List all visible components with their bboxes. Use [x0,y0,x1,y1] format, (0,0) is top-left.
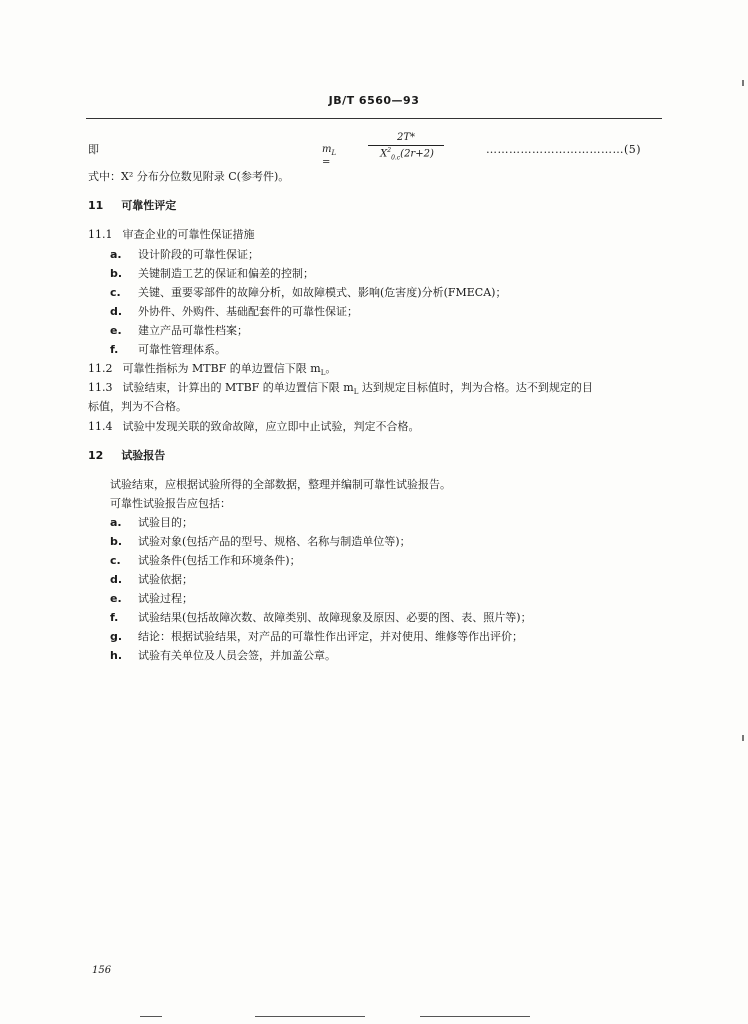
clause-11-4: 11.4 试验中发现关联的致命故障，应立即中止试验，判定不合格。 [88,420,420,433]
list-item: d. 外协件、外购件、基础配套件的可靠性保证； [110,305,358,318]
formula-lhs: $m_L$ = [322,144,337,168]
clause-11-2: 11.2 可靠性指标为 MTBF 的单边置信下限 $m_L$。 [88,362,337,378]
scan-artifact [140,1016,162,1017]
section-11-heading: 11 可靠性评定 [88,199,177,212]
list-item: f. 试验结果(包括故障次数、故障类别、故障现象及原因、必要的图、表、照片等)； [110,611,532,624]
list-item: d. 试验依据； [110,573,193,586]
formula-denominator: $X^2_{0.c}(2r+2)$ [380,147,434,162]
list-item: f. 可靠性管理体系。 [110,343,226,356]
scan-artifact [742,735,744,741]
list-item: e. 试验过程； [110,592,193,605]
section-12-paragraph-1: 试验结束，应根据试验所得的全部数据，整理并编制可靠性试验报告。 [110,478,451,491]
formula-fraction-bar [368,145,444,146]
scan-artifact [420,1016,530,1017]
list-item: b. 试验对象(包括产品的型号、规格、名称与制造单位等)； [110,535,411,548]
list-item: g. 结论：根据试验结果，对产品的可靠性作出评定，并对使用、维修等作出评价； [110,630,523,643]
section-12-paragraph-2: 可靠性试验报告应包括： [110,497,231,510]
scan-artifact [255,1016,365,1017]
list-item: e. 建立产品可靠性档案； [110,324,248,337]
list-item: c. 试验条件(包括工作和环境条件)； [110,554,301,567]
clause-11-1: 11.1 审查企业的可靠性保证措施 [88,228,255,241]
equation-number: ………………………………(5) [486,143,642,156]
list-item: b. 关键制造工艺的保证和偏差的控制； [110,267,314,280]
list-item: a. 设计阶段的可靠性保证； [110,248,259,261]
clause-11-3: 11.3 试验结束，计算出的 MTBF 的单边置信下限 $m_L$ 达到规定目标值时，判为合格。达不到规定的目 [88,381,593,397]
list-item: c. 关键、重要零部件的故障分析，如故障模式、影响(危害度)分析(FMECA)； [110,286,507,299]
formula-lead: 即 [88,143,99,156]
header-rule [86,118,662,119]
formula-note: 式中：X² 分布分位数见附录 C(参考件)。 [88,170,290,183]
list-item: a. 试验目的； [110,516,193,529]
list-item: h. 试验有关单位及人员会签，并加盖公章。 [110,649,336,662]
section-12-heading: 12 试验报告 [88,449,166,462]
page-header: JB/T 6560—93 [328,94,420,107]
page-number: 156 [92,965,112,976]
clause-11-3-cont: 标值，判为不合格。 [88,400,187,413]
formula-numerator: 2T* [396,132,416,143]
scan-artifact [742,80,744,86]
